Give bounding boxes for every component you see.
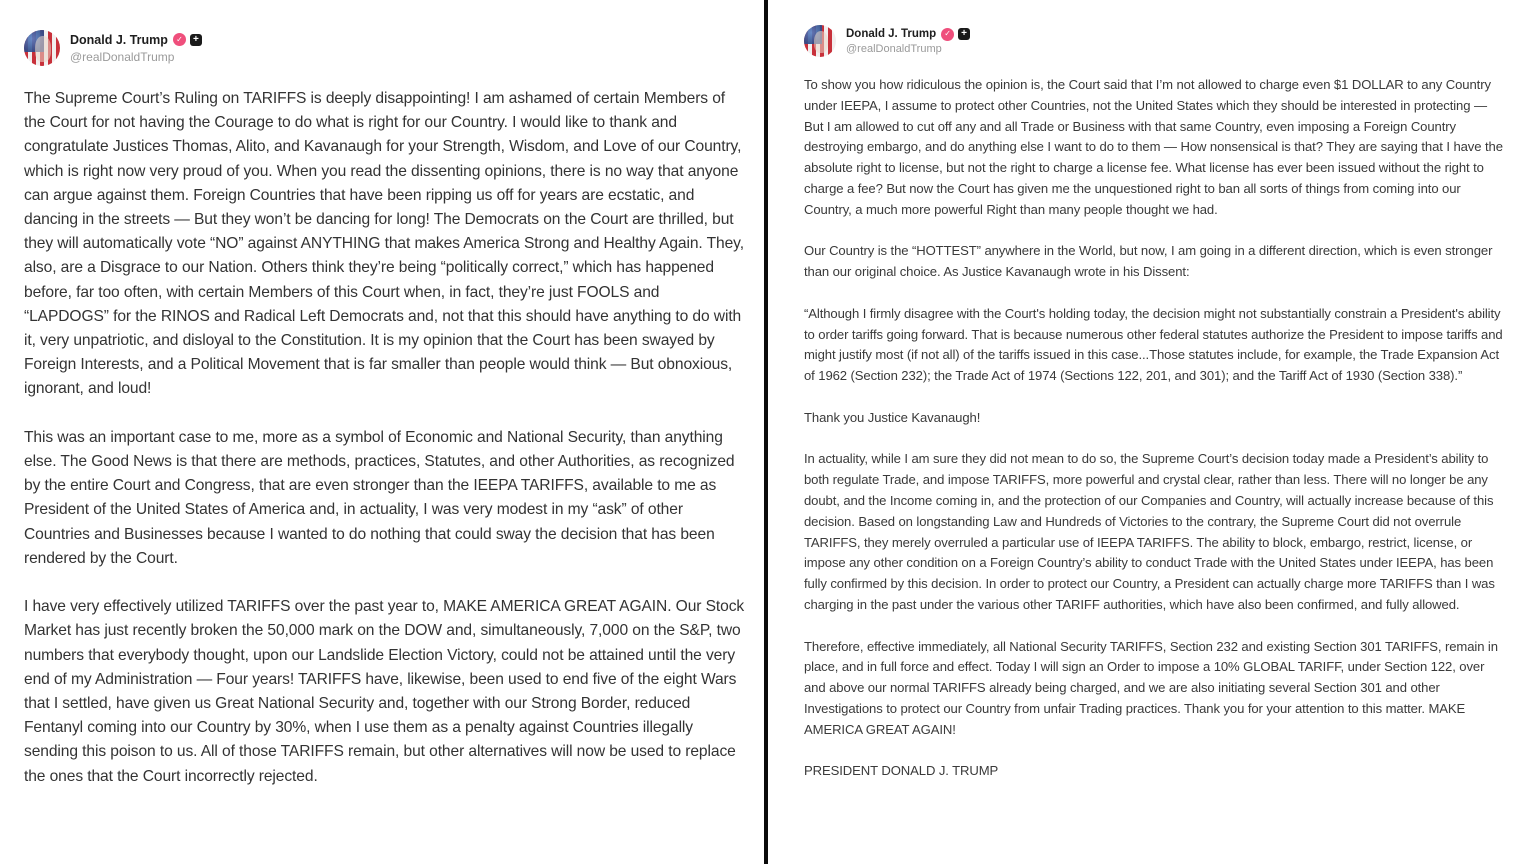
author-display-name[interactable]: Donald J. Trump bbox=[70, 32, 168, 47]
post-paragraph: This was an important case to me, more as a symbol of Economic and National Security, than anything else. The Good News is that there are methods, practices, Statutes, and other Authorities, as recognized by the entire Court and Congress, that are even stronger than the IEEPA TARIFFS, available to me as President of the United States of America and, in actuality, I was very modest in my “ask” of other Countries and Businesses because I wanted to do nothing that could sway the decision that has been rendered by the Court. bbox=[24, 428, 735, 567]
post-paragraph: The Supreme Court’s Ruling on TARIFFS is deeply disappointing! I am ashamed of certain Members of the Court for not having the Courage to do what is right for our Country. I would like to thank and congratulate Justices Thomas, Alito, and Kavanaugh for your Strength, Wisdom, and Love of our Country, which is right now very proud of you. When you read the dissenting opinions, there is no way that anyone can argue against them. Foreign Countries that have been ripping us off for years are ecstatic, and dancing in the streets — But they won’t be dancing for long! The Democrats on the Court are thrilled, but they will automatically vote “NO” against ANYTHING that makes America Strong and Healthy Again. They, also, are a Disgrace to our Nation. Others think they’re being “politically correct,” which has happened before, far too often, with certain Members of this Court when, in fact, they’re just FOOLS and “LAPDOGS” for the RINOS and Radical Left Democrats and, not that this should have anything to do with it, very unpatriotic, and disloyal to the Constitution. It is my opinion that the Court has been swayed by Foreign Interests, and a Political Movement that is far smaller than people would think — But obnoxious, ignorant, and loud! bbox=[24, 90, 744, 398]
post-paragraph: In actuality, while I am sure they did not mean to do so, the Supreme Court’s decision today made a President’s ability to both regulate Trade, and impose TARIFFS, more powerful and crystal clear, rather than less. There will no longer be any doubt, and the Income coming in, and the protection of our Companies and Country, will actually increase because of this decision. Based on longstanding Law and Hundreds of Victories to the contrary, the Supreme Court did not overrule TARIFFS, they merely overruled a particular use of IEEPA TARIFFS. The ability to block, embargo, restrict, license, or impose any other condition on a Foreign Country’s ability to conduct Trade with the United States under IEEPA, has been fully confirmed by this decision. In order to protect our Country, a President can actually charge more TARIFFS than I was charging in the past under the various other TARIFF authorities, which have also been confirmed, and fully allowed. bbox=[804, 451, 1495, 612]
author-handle[interactable]: @realDonaldTrump bbox=[70, 49, 175, 64]
quoted-dissent: “Although I firmly disagree with the Court's holding today, the decision might not substantially constrain a President's ability to order tariffs going forward. That is because numerous other federal statutes authorize the President to impose tariffs and might justify most (if not all) of the tariffs issued in this case...Those statutes include, for example, the Trade Expansion Act of 1962 (Section 232); the Trade Act of 1974 (Sections 122, 201, and 301); and the Tariff Act of 1930 (Section 338).” bbox=[804, 305, 1503, 384]
post-body bbox=[24, 87, 746, 813]
author-block bbox=[70, 33, 202, 64]
post-body bbox=[804, 75, 1509, 803]
author-display-name[interactable]: Donald J. Trump bbox=[846, 28, 937, 40]
post-panel-left bbox=[0, 0, 764, 864]
name-row bbox=[846, 28, 970, 41]
avatar[interactable] bbox=[24, 30, 60, 66]
post-paragraph: Therefore, effective immediately, all National Security TARIFFS, Section 232 and existing Section 301 TARIFFS, remain in place, and in full force and effect. Today I will sign an Order to impose a 10% GLOBAL TARIFF, under Section 122, over and above our normal TARIFFS already being charged, and we are also initiating several Section 301 and other Investigations to protect our Country from unfair Trading practices. Thank you for your attention to this matter. MAKE AMERICA GREAT AGAIN! bbox=[804, 638, 1498, 737]
post-header bbox=[804, 25, 970, 57]
plus-square-icon: + bbox=[190, 34, 202, 46]
name-row bbox=[70, 33, 202, 47]
author-handle[interactable]: @realDonaldTrump bbox=[846, 42, 942, 55]
post-header bbox=[24, 30, 202, 66]
verified-badge-icon: ✓ bbox=[941, 28, 954, 41]
post-paragraph: I have very effectively utilized TARIFFS over the past year to, MAKE AMERICA GREAT AGAIN. Our Stock Market has just recently broken the 50,000 mark on the DOW and, simultaneously, 7,000 on the S&P, two numbers that everybody thought, upon our Landslide Election Victory, could not be attained until the very end of my Administration — Four years! TARIFFS have, likewise, been used to end five of the eight Wars that I settled, have given us Great National Security and, together with our Strong Border, reduced Fentanyl coming into our Country by 30%, when I use them as a penalty against Countries illegally sending this poison to us. All of those TARIFFS remain, but other alternatives will now be used to replace the ones that the Court incorrectly rejected. bbox=[24, 598, 745, 785]
avatar[interactable] bbox=[804, 25, 836, 57]
post-paragraph: Our Country is the “HOTTEST” anywhere in the World, but now, I am going in a different direction, which is even stronger than our original choice. As Justice Kavanaugh wrote in his Dissent: bbox=[804, 243, 1493, 280]
post-paragraph: To show you how ridiculous the opinion is, the Court said that I’m not allowed to charge even $1 DOLLAR to any Country under IEEPA, I assume to protect other Countries, not the United States which they should be interested in protecting — But I am allowed to cut off any and all Trade or Business with that same Country, even imposing a Foreign Country destroying embargo, and do anything else I want to do to them — How nonsensical is that? They are saying that I have the absolute right to license, but not the right to charge a license fee. What license has ever been issued without the right to charge a fee? But now the Court has given me the unquestioned right to ban all sorts of things from coming into our Country, a much more powerful Right than many people thought we had. bbox=[804, 77, 1503, 217]
author-block bbox=[846, 28, 970, 55]
post-panel-right bbox=[768, 0, 1536, 864]
post-paragraph: Thank you Justice Kavanaugh! bbox=[804, 409, 981, 425]
plus-square-icon: + bbox=[958, 28, 970, 40]
post-signature: PRESIDENT DONALD J. TRUMP bbox=[804, 763, 999, 779]
verified-badge-icon: ✓ bbox=[173, 33, 186, 46]
